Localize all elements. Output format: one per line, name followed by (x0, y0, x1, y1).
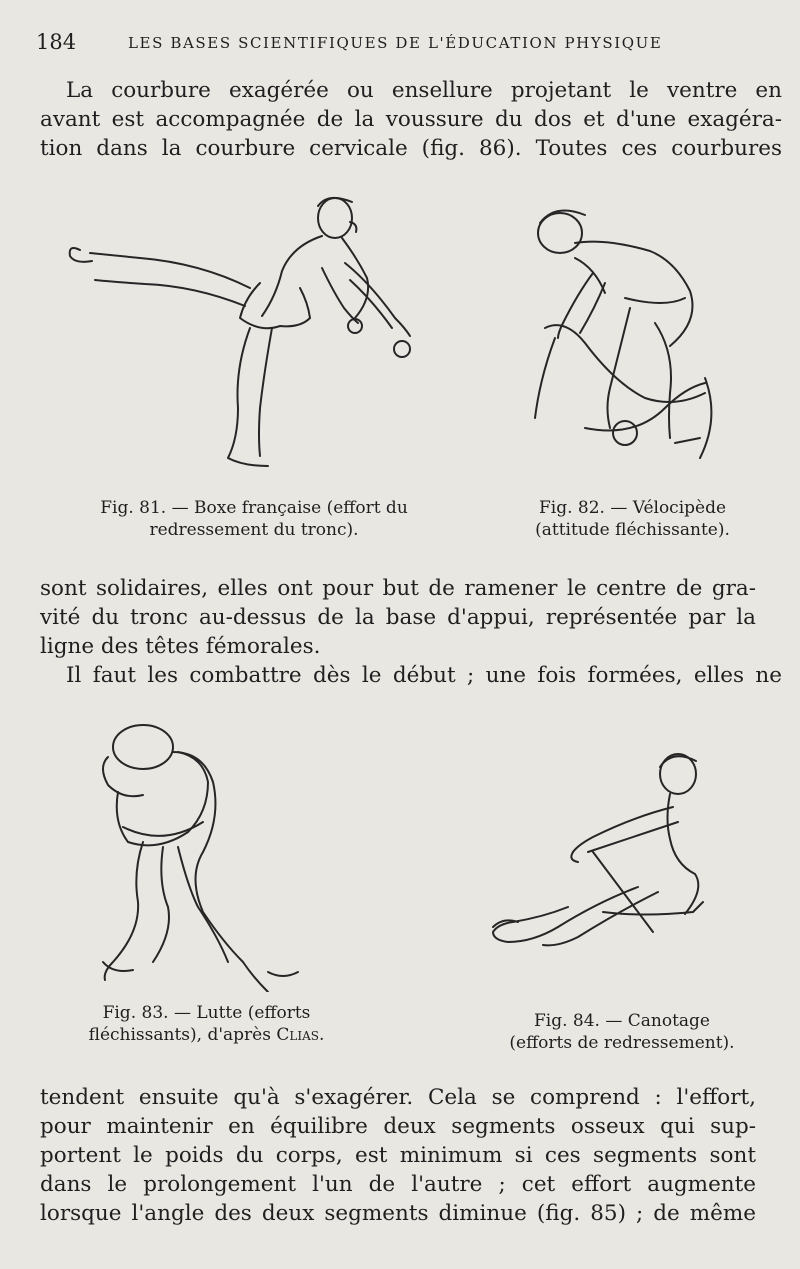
caption-line: Fig. 84. — Canotage (533, 1011, 710, 1031)
figure-82-cyclist-illustration (515, 198, 725, 473)
text-line: vité du tronc au-dessus de la base d'appui, représentée par la (40, 605, 756, 630)
figure-84-rower-illustration (488, 752, 710, 964)
text-line: Il faut les combattre dès le début ; une fois formées, elles ne (66, 663, 782, 688)
text-line: avant est accompagnée de la voussure du dos et d'une exagéra- (40, 107, 782, 132)
caption-line (64, 1024, 349, 1046)
text-line: ligne des têtes fémorales. (40, 634, 321, 659)
caption-text: fléchissants), d'après (88, 1025, 277, 1045)
caption-text: . (318, 1025, 325, 1045)
text-line: lorsque l'angle des deux segments diminue (fig. 85) ; de même (40, 1201, 756, 1226)
text-line: tion dans la courbure cervicale (fig. 86). Toutes ces courbures (40, 136, 782, 161)
text-line: dans le prolongement l'un de l'autre ; cet effort augmente (40, 1172, 756, 1197)
text-line: sont solidaires, elles ont pour but de ramener le centre de gra- (40, 576, 756, 601)
text-line: tendent ensuite qu'à s'exagérer. Cela se comprend : l'effort, (40, 1085, 756, 1110)
paragraph-combattre (40, 661, 782, 690)
figure-81-caption (64, 497, 444, 541)
page-header (36, 30, 760, 52)
page-number: 184 (36, 30, 77, 54)
text-line: La courbure exagérée ou ensellure projetant le ventre en (66, 78, 782, 103)
caption-line: Fig. 81. — Boxe française (effort du (100, 498, 408, 518)
figure-83-wrestlers-illustration (88, 722, 343, 992)
figure-82-caption (510, 497, 755, 541)
paragraph-solidaires (40, 574, 756, 661)
caption-line: (attitude fléchissante). (535, 520, 730, 540)
figure-84-caption (492, 1010, 752, 1054)
text-line: pour maintenir en équilibre deux segments osseux qui sup- (40, 1114, 756, 1139)
caption-line: redressement du tronc). (149, 520, 359, 540)
figure-81-boxer-illustration (60, 188, 430, 473)
paragraph-effort (40, 1083, 756, 1228)
author-name: Clias (276, 1025, 319, 1045)
caption-line: (efforts de redressement). (509, 1033, 735, 1053)
running-title: LES BASES SCIENTIFIQUES DE L'ÉDUCATION PHYSIQUE (128, 34, 663, 52)
text-line: portent le poids du corps, est minimum si ces segments sont (40, 1143, 756, 1168)
caption-line: Fig. 82. — Vélocipède (538, 498, 727, 518)
caption-line: Fig. 83. — Lutte (efforts (102, 1003, 311, 1023)
figure-83-caption (64, 1002, 349, 1046)
paragraph-curvature (40, 76, 782, 163)
